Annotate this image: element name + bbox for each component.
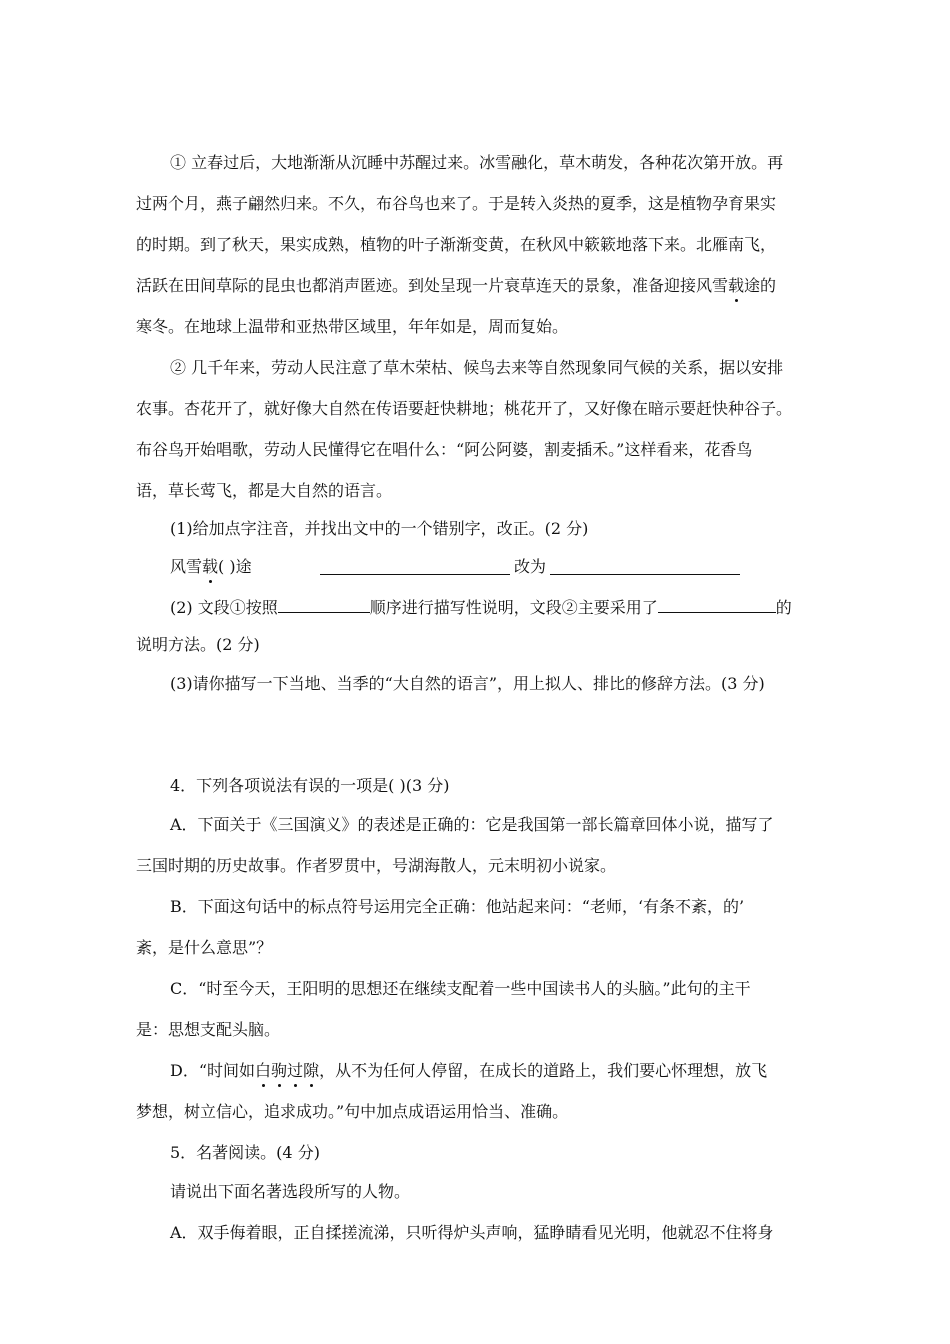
- answer-blank[interactable]: [278, 596, 370, 613]
- sub-question-2-line2: 说明方法。(2 分): [136, 635, 260, 654]
- passage-line: 农事。杏花开了，就好像大自然在传语要赶快耕地；桃花开了，又好像在暗示要赶快种谷子。: [136, 399, 793, 418]
- option-b: B．下面这句话中的标点符号运用完全正确：他站起来问：“老师，‘有条不紊，的’: [170, 897, 745, 916]
- option-c-line2: 是：思想支配头脑。: [136, 1020, 281, 1039]
- passage-line: ② 几千年来，劳动人民注意了草木荣枯、候鸟去来等自然现象同气候的关系，据以安排: [170, 358, 784, 377]
- option-b-line2: 紊，是什么意思”？: [136, 938, 273, 957]
- option-a: A．下面关于《三国演义》的表述是正确的：它是我国第一部长篇章回体小说，描写了: [170, 815, 774, 834]
- passage-line: ① 立春过后，大地渐渐从沉睡中苏醒过来。冰雪融化，草木萌发，各种花次第开放。再: [170, 153, 784, 172]
- passage-line: 活跃在田间草际的昆虫也都消声匿迹。到处呈现一片衰草连天的景象，准备迎接风雪载途的: [136, 276, 777, 295]
- question-stem: 5．名著阅读。(4 分): [170, 1143, 320, 1162]
- sub-question-1: (1)给加点字注音，并找出文中的一个错别字，改正。(2 分): [170, 519, 589, 538]
- passage-line: 寒冬。在地球上温带和亚热带区域里，年年如是，周而复始。: [136, 317, 569, 336]
- option-a-line2: 三国时期的历史故事。作者罗贯中，号湖海散人，元末明初小说家。: [136, 856, 617, 875]
- dotted-character: 白: [255, 1061, 272, 1080]
- answer-blank[interactable]: [658, 596, 776, 613]
- dotted-character: 驹: [271, 1061, 288, 1080]
- option-c: C．“时至今天，王阳明的思想还在继续支配着一些中国读书人的头脑。”此句的主干: [170, 979, 751, 998]
- dotted-character: 隙: [303, 1061, 320, 1080]
- answer-blank[interactable]: [550, 558, 740, 575]
- dotted-character: 载: [728, 276, 745, 295]
- option-d-line2: 梦想，树立信心，追求成功。”句中加点成语运用恰当、准确。: [136, 1102, 569, 1121]
- answer-blank[interactable]: [320, 558, 510, 575]
- sub-question-2: (2) 文段①按照 顺序进行描写性说明，文段②主要采用了 的: [170, 598, 792, 617]
- question-stem: 4．下列各项说法有误的一项是( )(3 分): [170, 776, 450, 795]
- passage-line: 布谷鸟开始唱歌，劳动人民懂得它在唱什么：“阿公阿婆，割麦插禾。”这样看来，花香鸟: [136, 440, 753, 459]
- sub-question-1-answer-row: 风雪载( )途: [170, 557, 252, 576]
- passage-line: 过两个月，燕子翩然归来。不久，布谷鸟也来了。于是转入炎热的夏季，这是植物孕育果实: [136, 194, 777, 213]
- change-label: 改为: [514, 557, 547, 576]
- option-d: D．“时间如白驹过隙，从不为任何人停留，在成长的道路上，我们要心怀理想，放飞: [170, 1061, 768, 1080]
- dotted-character: 过: [287, 1061, 304, 1080]
- sub-question-3: (3)请你描写一下当地、当季的“大自然的语言”，用上拟人、排比的修辞方法。(3 分): [170, 674, 765, 693]
- passage-line: 语，草长莺飞，都是大自然的语言。: [136, 481, 393, 500]
- passage-line: 的时期。到了秋天，果实成熟，植物的叶子渐渐变黄，在秋风中簌簌地落下来。北雁南飞，: [136, 235, 777, 254]
- dotted-character: 载: [202, 557, 219, 576]
- instruction: 请说出下面名著选段所写的人物。: [170, 1182, 411, 1201]
- option-a: A．双手侮着眼，正自揉搓流涕，只听得炉头声响，猛睁睛看见光明，他就忍不住将身: [170, 1223, 774, 1242]
